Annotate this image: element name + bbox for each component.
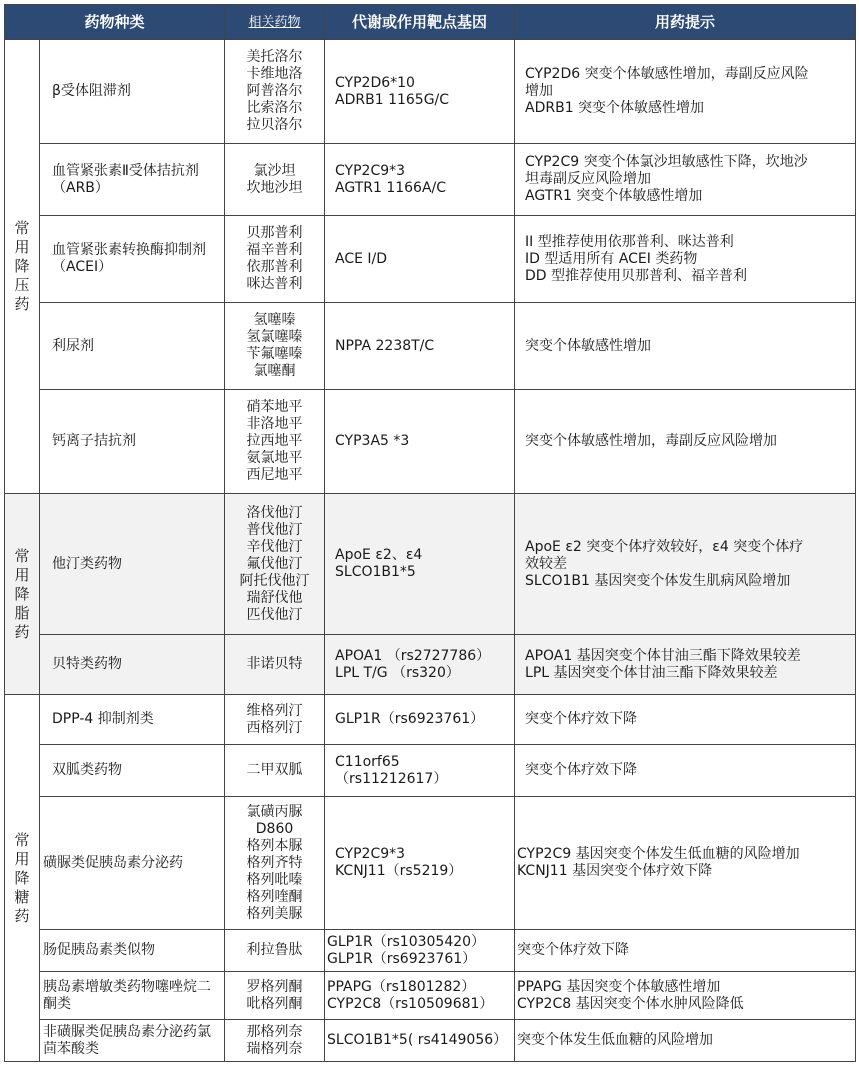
- list-line: 美托洛尔: [246, 49, 303, 65]
- group-lipid: [5, 494, 40, 695]
- list-line: 瑞格列奈: [246, 1040, 303, 1057]
- table-row: [5, 494, 856, 635]
- table-row: [5, 1020, 856, 1062]
- list-line: 氯沙坦: [253, 162, 296, 179]
- medication-tip: [515, 972, 856, 1020]
- medication-tip: [515, 390, 856, 494]
- list-line: 那格列奈: [246, 1023, 303, 1040]
- table-row: [5, 635, 856, 695]
- list-line: 突变个体疗效下降: [517, 942, 630, 958]
- list-line: SLCO1B1 基因突变个体发生肌病风险增加: [525, 572, 791, 589]
- group-char: 脂: [14, 603, 30, 622]
- target-genes: [325, 635, 515, 695]
- list-line: 维格列汀: [246, 702, 303, 719]
- list-line: CYP2C9 突变个体氯沙坦敏感性下降，坎地沙: [525, 154, 808, 170]
- list-line: CYP2C9*3: [335, 846, 406, 862]
- list-line: KCNJ11（rs5219）: [335, 863, 463, 879]
- medication-tip: [515, 216, 856, 303]
- list-line: CYP2D6 突变个体敏感性增加，毒副反应风险: [525, 66, 809, 82]
- target-genes: [325, 1020, 515, 1062]
- list-line: 福辛普利: [246, 242, 303, 258]
- list-line: 非洛地平: [246, 416, 303, 432]
- list-line: C11orf65: [335, 753, 400, 770]
- drug-class-name: 胰岛素增敏类药物噻唑烷二酮类: [40, 972, 225, 1020]
- list-line: 突变个体敏感性增加: [525, 337, 652, 354]
- list-line: CYP2C8（rs10509681）: [327, 995, 494, 1012]
- related-drugs: [225, 745, 325, 797]
- related-drugs: [225, 40, 325, 144]
- target-genes: [325, 745, 515, 797]
- related-drugs: [225, 216, 325, 303]
- list-line: 辛伐他汀: [246, 538, 303, 555]
- medication-tip: [515, 745, 856, 797]
- header-row: [5, 5, 856, 40]
- medication-tip: [515, 797, 856, 930]
- list-line: 突变个体疗效下降: [525, 711, 638, 727]
- target-genes: [325, 695, 515, 745]
- list-line: AGTR1 突变个体敏感性增加: [525, 188, 703, 204]
- list-line: ACE I/D: [335, 250, 388, 267]
- list-line: D860: [255, 820, 294, 837]
- list-line: 匹伐他汀: [246, 606, 303, 623]
- group-char: 药: [14, 295, 30, 313]
- drug-class-name: 肠促胰岛素类似物: [40, 930, 225, 972]
- list-line: 利拉鲁肽: [246, 942, 303, 958]
- target-genes: [325, 216, 515, 303]
- header-target-gene: 代谢或作用靶点基因: [325, 5, 515, 40]
- list-line: NPPA 2238T/C: [335, 337, 435, 354]
- drug-class-name: 非磺脲类促胰岛素分泌药氯茴苯酸类: [40, 1020, 225, 1062]
- header-drug-class: 药物种类: [5, 5, 225, 40]
- list-line: 突变个体发生低血糖的风险增加: [517, 1032, 714, 1048]
- pharmacogenomics-table: [4, 4, 856, 1062]
- group-char: 常: [14, 830, 30, 849]
- list-line: CYP2C9 基因突变个体发生低血糖的风险增加: [517, 846, 800, 862]
- table-row: [5, 144, 856, 216]
- medication-tip: [515, 303, 856, 390]
- list-line: 卡维地洛: [246, 66, 303, 82]
- header-medication-tip: 用药提示: [515, 5, 856, 40]
- list-line: 突变个体敏感性增加，毒副反应风险增加: [525, 433, 778, 449]
- related-drugs: [225, 390, 325, 494]
- group-char: 降: [14, 257, 30, 275]
- list-line: ApoE ε2 突变个体疗效较好，ε4 突变个体疗: [525, 538, 804, 555]
- list-line: GLP1R（rs10305420）: [327, 933, 486, 950]
- related-drugs: [225, 797, 325, 930]
- list-line: 阿托伐他汀: [239, 572, 310, 589]
- target-genes: [325, 797, 515, 930]
- list-line: 氢噻嗪: [253, 312, 296, 328]
- list-line: GLP1R（rs6923761）: [327, 950, 477, 967]
- related-drugs: [225, 144, 325, 216]
- group-char: 用: [14, 565, 30, 584]
- group-char: 降: [14, 868, 30, 887]
- list-line: 西尼地平: [246, 467, 303, 483]
- drug-class-name: β受体阻滞剂: [40, 40, 225, 144]
- group-char: 药: [14, 906, 30, 925]
- drug-class-name: 钙离子拮抗剂: [40, 390, 225, 494]
- group-char: 用: [14, 238, 30, 256]
- related-drugs: [225, 635, 325, 695]
- list-line: PPAPG（rs1801282）: [327, 978, 476, 995]
- related-drugs: [225, 695, 325, 745]
- group-char: 常: [14, 219, 30, 237]
- list-line: 吡格列酮: [246, 995, 303, 1012]
- table-row: [5, 797, 856, 930]
- list-line: 硝苯地平: [246, 399, 303, 415]
- list-line: APOA1 基因突变个体甘油三酯下降效果较差: [525, 647, 801, 664]
- list-line: 坎地沙坦: [246, 179, 303, 196]
- table-row: [5, 695, 856, 745]
- list-line: 非诺贝特: [246, 656, 303, 672]
- table-row: [5, 390, 856, 494]
- list-line: 拉贝洛尔: [246, 117, 303, 133]
- target-genes: [325, 144, 515, 216]
- medication-tip: [515, 40, 856, 144]
- medication-tip: [515, 494, 856, 635]
- list-line: DD 型推荐使用贝那普利、福辛普利: [525, 267, 748, 284]
- list-line: 氢氯噻嗪: [246, 329, 303, 345]
- drug-class-name: 血管紧张素转换酶抑制剂（ACEI）: [40, 216, 225, 303]
- table-row: [5, 303, 856, 390]
- related-drugs: [225, 930, 325, 972]
- table-row: [5, 972, 856, 1020]
- list-line: GLP1R（rs6923761）: [335, 711, 485, 727]
- target-genes: [325, 972, 515, 1020]
- list-line: PPAPG 基因突变个体敏感性增加: [517, 978, 721, 995]
- list-line: 坦毒副反应风险增加: [525, 171, 652, 187]
- related-drugs: [225, 303, 325, 390]
- medication-tip: [515, 930, 856, 972]
- group-char: 降: [14, 584, 30, 603]
- list-line: LPL T/G （rs320）: [335, 664, 460, 681]
- list-line: 咪达普利: [246, 276, 303, 292]
- list-line: 比索洛尔: [246, 100, 303, 116]
- group-char: 压: [14, 276, 30, 294]
- target-genes: [325, 40, 515, 144]
- medication-tip: [515, 1020, 856, 1062]
- list-line: 普伐他汀: [246, 521, 303, 538]
- list-line: 罗格列酮: [246, 978, 303, 995]
- drug-class-name: 他汀类药物: [40, 494, 225, 635]
- related-drugs: [225, 494, 325, 635]
- related-drugs: [225, 1020, 325, 1062]
- drug-class-name: 利尿剂: [40, 303, 225, 390]
- drug-class-name: DPP-4 抑制剂类: [40, 695, 225, 745]
- drug-class-name: 血管紧张素Ⅱ受体拮抗剂（ARB）: [40, 144, 225, 216]
- list-line: 洛伐他汀: [246, 504, 303, 521]
- table-row: [5, 930, 856, 972]
- target-genes: [325, 390, 515, 494]
- list-line: 拉西地平: [246, 433, 303, 449]
- list-line: 阿普洛尔: [246, 83, 303, 99]
- list-line: 格列齐特: [246, 854, 303, 871]
- header-related-drugs: 相关药物: [225, 5, 325, 40]
- list-line: 增加: [525, 83, 554, 99]
- drug-class-name: 双胍类药物: [40, 745, 225, 797]
- drug-class-name: 贝特类药物: [40, 635, 225, 695]
- list-line: II 型推荐使用依那普利、咪达普利: [525, 233, 734, 250]
- list-line: SLCO1B1*5: [335, 564, 416, 580]
- list-line: KCNJ11 基因突变个体疗效下降: [517, 863, 713, 879]
- list-line: ADRB1 突变个体敏感性增加: [525, 100, 705, 116]
- list-line: APOA1 （rs2727786）: [335, 647, 491, 664]
- target-genes: [325, 494, 515, 635]
- group-diabetes: [5, 695, 40, 1062]
- list-line: 格列吡嗪: [246, 871, 303, 888]
- list-line: CYP2C8 基因突变个体水肿风险降低: [517, 995, 744, 1012]
- table-row: [5, 745, 856, 797]
- list-line: 突变个体疗效下降: [525, 762, 638, 778]
- list-line: SLCO1B1*5( rs4149056）: [327, 1032, 508, 1048]
- group-hypertension: [5, 40, 40, 494]
- list-line: 氯噻酮: [253, 363, 296, 379]
- group-char: 用: [14, 849, 30, 868]
- table-row: [5, 216, 856, 303]
- list-line: 格列喹酮: [246, 888, 303, 905]
- list-line: LPL 基因突变个体甘油三酯下降效果较差: [525, 664, 778, 681]
- related-drugs: [225, 972, 325, 1020]
- list-line: 氨氯地平: [246, 450, 303, 466]
- group-char: 糖: [14, 887, 30, 906]
- group-char: 药: [14, 622, 30, 641]
- list-line: 贝那普利: [246, 225, 303, 241]
- list-line: （rs11212617）: [335, 770, 448, 787]
- target-genes: [325, 303, 515, 390]
- list-line: ID 型适用所有 ACEI 类药物: [525, 250, 698, 267]
- group-char: 常: [14, 546, 30, 565]
- list-line: 西格列汀: [246, 719, 303, 736]
- list-line: 瑞舒伐他: [246, 589, 303, 606]
- medication-tip: [515, 695, 856, 745]
- medication-tip: [515, 144, 856, 216]
- list-line: ADRB1 1165G/C: [335, 91, 450, 108]
- list-line: AGTR1 1166A/C: [335, 179, 447, 196]
- list-line: 苄氟噻嗪: [246, 346, 303, 362]
- list-line: 氯磺丙脲: [246, 803, 303, 820]
- list-line: ApoE ε2、ε4: [335, 547, 423, 563]
- list-line: 依那普利: [246, 259, 303, 275]
- list-line: 格列美脲: [246, 905, 303, 922]
- target-genes: [325, 930, 515, 972]
- table-row: [5, 40, 856, 144]
- list-line: 格列本脲: [246, 837, 303, 854]
- list-line: CYP3A5 *3: [335, 433, 410, 449]
- list-line: 效较差: [525, 555, 568, 572]
- medication-tip: [515, 635, 856, 695]
- list-line: CYP2D6*10: [335, 74, 415, 91]
- list-line: 氟伐他汀: [246, 555, 303, 572]
- list-line: CYP2C9*3: [335, 162, 406, 179]
- drug-class-name: 磺脲类促胰岛素分泌药: [40, 797, 225, 930]
- list-line: 二甲双胍: [246, 762, 303, 778]
